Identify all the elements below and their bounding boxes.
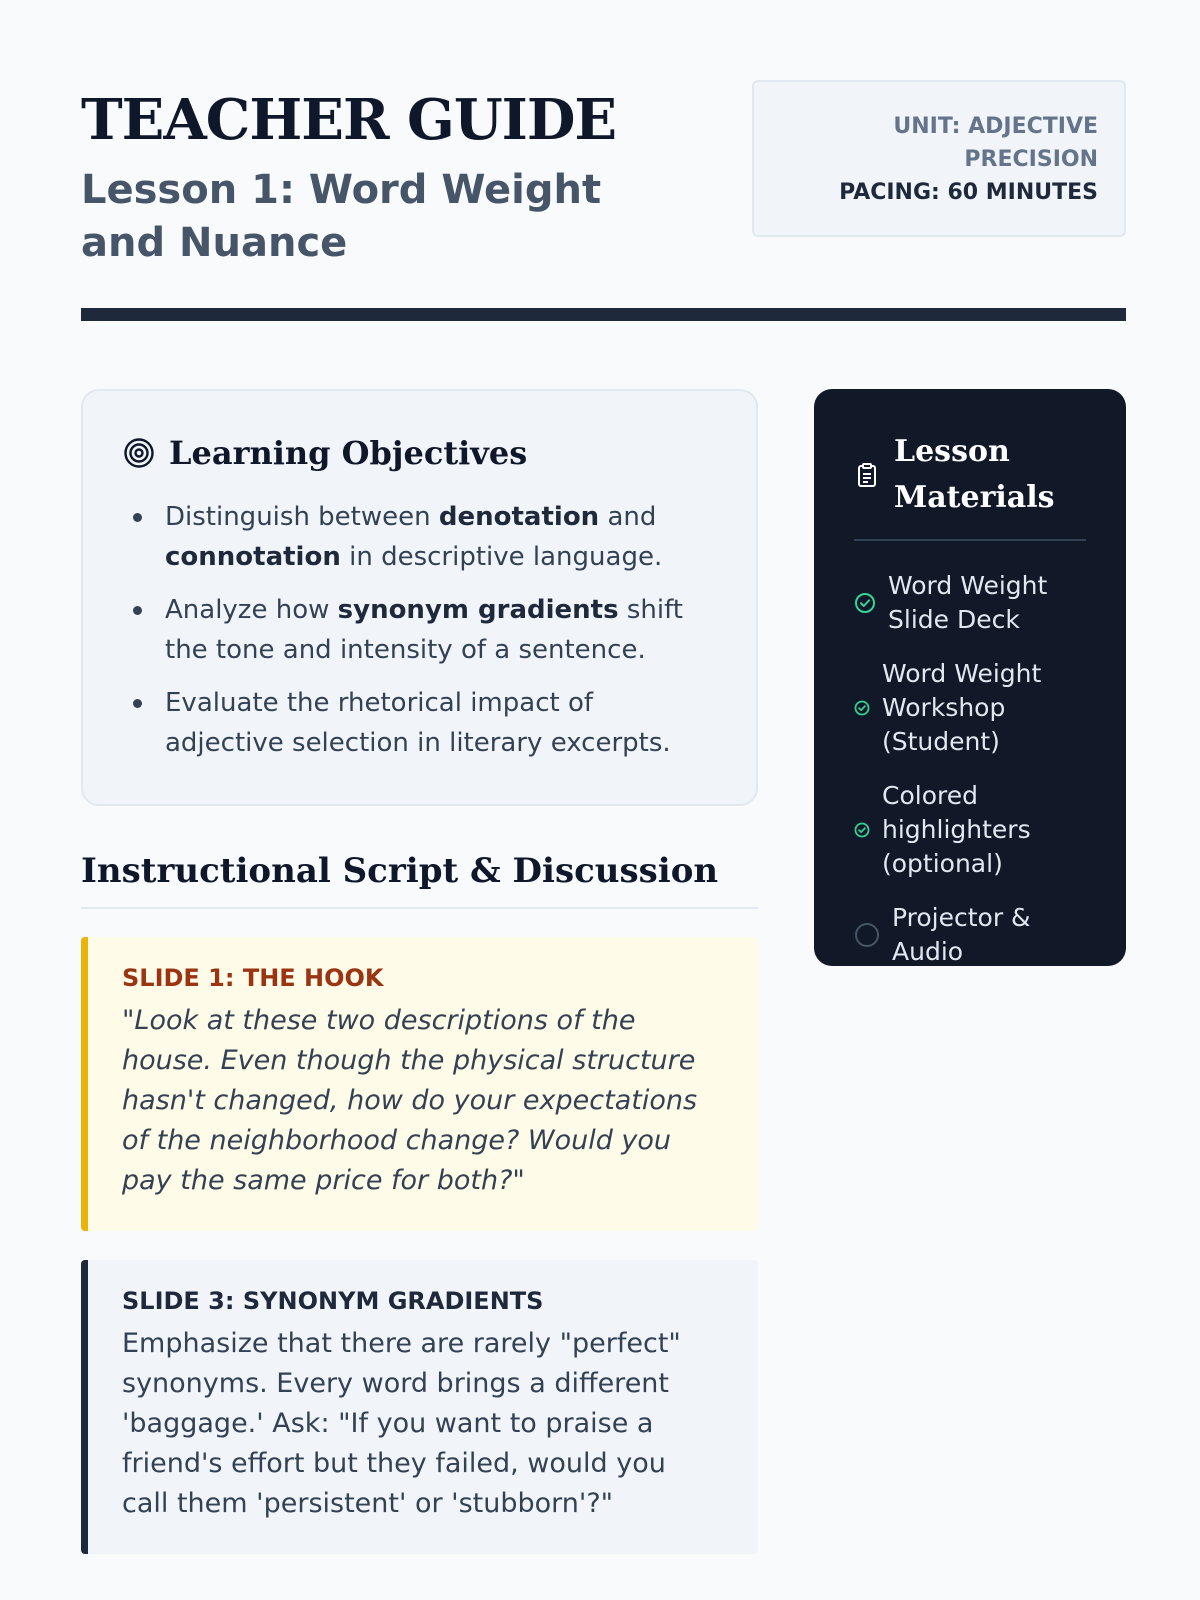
materials-title: Lesson Materials (894, 434, 1055, 515)
unit-label: UNIT: ADJECTIVE PRECISION (893, 114, 1098, 172)
header-divider (81, 308, 1126, 321)
objective-item (123, 590, 716, 670)
slide-script: Emphasize that there are rarely "perfect" synonyms. Every word brings a different 'baggage.' Ask: "If you want to praise a friend's effort but they failed, would you call them 'persistent' or 'stubborn'?" (122, 1328, 681, 1519)
material-item[interactable] (854, 901, 1086, 969)
objectives-heading (123, 431, 716, 475)
script-section-heading: Instructional Script & Discussion (81, 846, 758, 909)
material-label: Word Weight Workshop (Student) (882, 659, 1042, 756)
learning-objectives-card (81, 389, 758, 806)
material-item[interactable] (854, 779, 1086, 881)
materials-heading (854, 429, 1086, 541)
lesson-title: Lesson 1: Word Weight and Nuance (81, 167, 602, 266)
lesson-meta-box (752, 80, 1126, 237)
objective-item (123, 497, 716, 577)
check-circle-icon (854, 822, 870, 838)
slide-script: "Look at these two descriptions of the house. Even though the physical structure hasn't changed, how do your expectations of the neighborhood change? Would you pay the same price for both?" (122, 1005, 698, 1196)
guide-header (81, 80, 1126, 320)
pacing-label: PACING: 60 MINUTES (839, 180, 1098, 205)
material-label: Word Weight Slide Deck (888, 571, 1048, 634)
document-title: TEACHER GUIDE (81, 87, 617, 153)
objective-term: denotation (438, 502, 600, 532)
slide-label: SLIDE 3: SYNONYM GRADIENTS (122, 1287, 544, 1315)
objective-text: Distinguish between (165, 502, 439, 532)
objectives-list (123, 497, 716, 763)
material-item[interactable] (854, 569, 1086, 637)
target-icon (123, 437, 155, 469)
check-circle-icon (854, 592, 876, 614)
objective-text: Analyze how (165, 595, 338, 625)
objective-text: and (599, 502, 657, 532)
objective-term: synonym gradients (337, 595, 619, 625)
lesson-materials-sidebar (814, 389, 1126, 966)
check-circle-icon (854, 700, 870, 716)
clipboard-icon (854, 462, 880, 488)
objective-text: shift the tone and intensity of a sentence. (165, 595, 683, 665)
slide-note-synonym-gradients (81, 1260, 758, 1554)
slide-note-hook (81, 937, 758, 1231)
materials-list (854, 569, 1086, 969)
material-label: Colored highlighters (optional) (882, 781, 1031, 878)
material-item[interactable] (854, 657, 1086, 759)
objective-text: Evaluate the rhetorical impact of adjective selection in literary excerpts. (165, 688, 671, 758)
empty-circle-icon (854, 922, 880, 948)
objective-item (123, 683, 716, 763)
material-label: Projector & Audio (892, 903, 1031, 966)
slide-label: SLIDE 1: THE HOOK (122, 964, 384, 992)
objective-text: in descriptive language. (340, 542, 663, 572)
objectives-title: Learning Objectives (169, 434, 528, 472)
objective-term: connotation (165, 542, 341, 572)
teacher-guide-page (81, 0, 1126, 1600)
